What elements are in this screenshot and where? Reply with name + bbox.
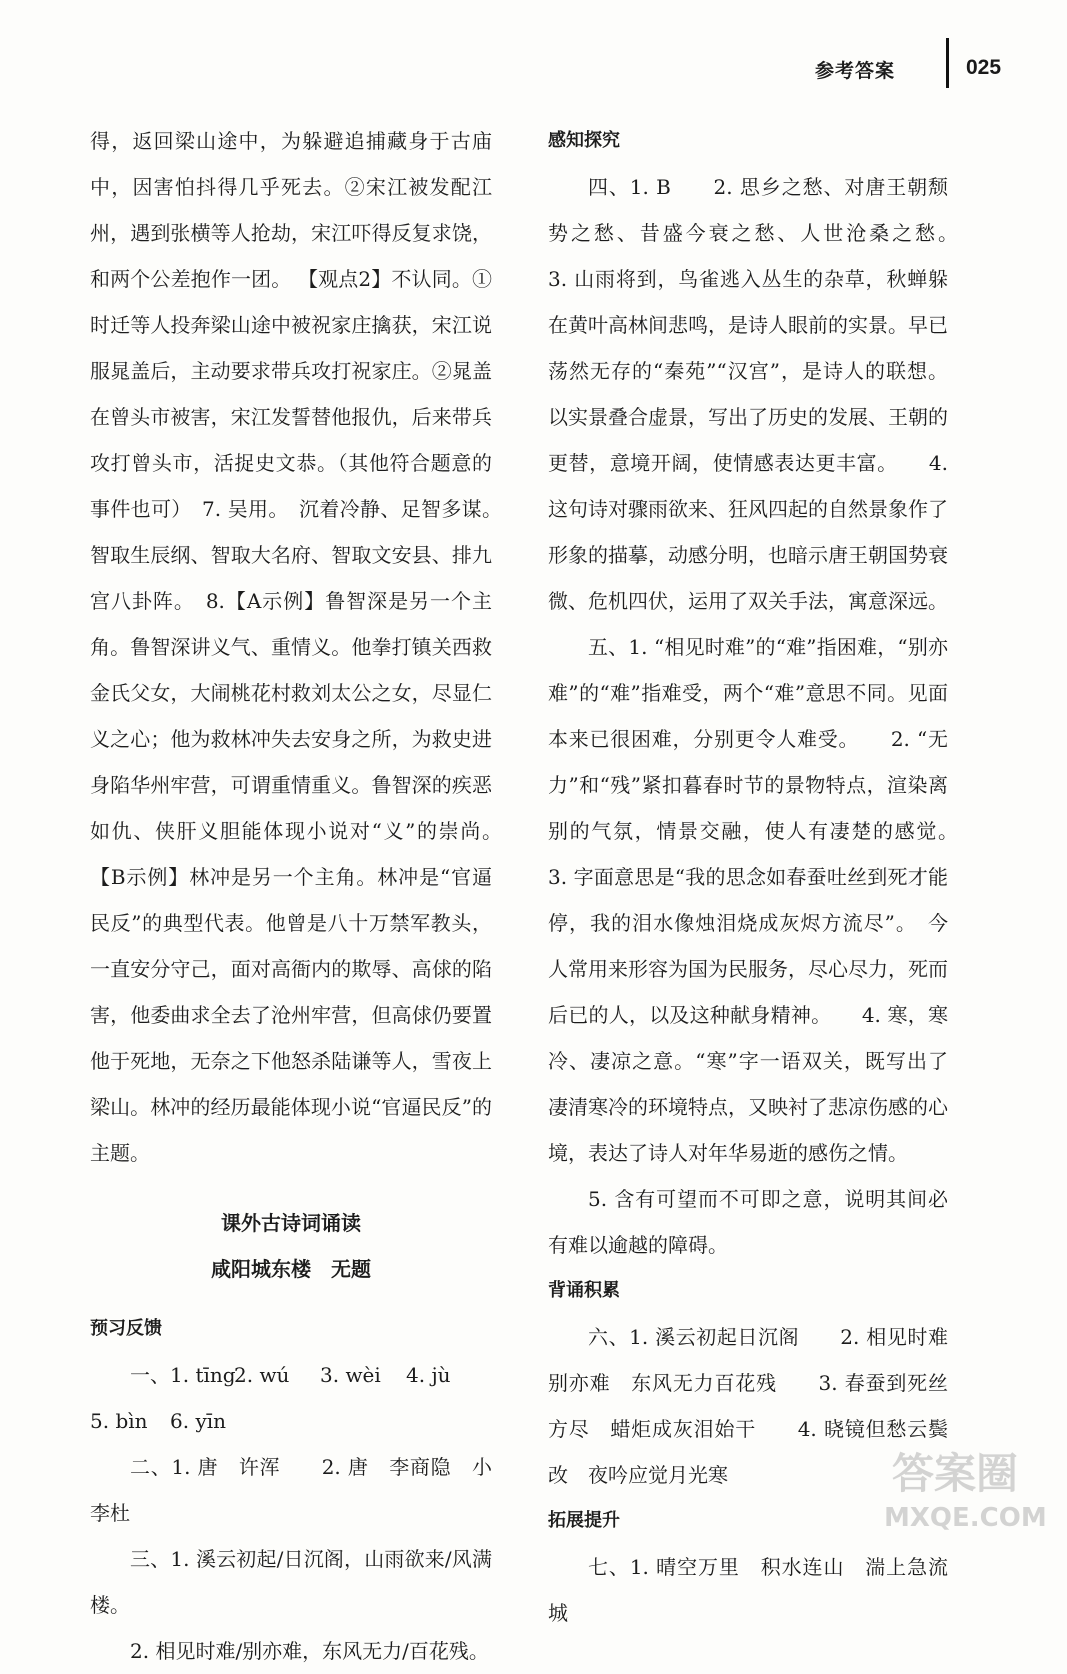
section-heading-recite: 背诵积累 bbox=[548, 1280, 620, 1301]
pinyin-answer: 一、1. tīng bbox=[130, 1363, 236, 1387]
answer-q5-part5: 5. 含有可望而不可即之意，说明其间必有难以逾越的障碍。 bbox=[548, 1187, 948, 1257]
pinyin-answer: 4. jù bbox=[406, 1363, 451, 1387]
pinyin-answer: 5. bìn bbox=[90, 1409, 148, 1433]
answer-q6: 六、1. 溪云初起日沉阁 2. 相见时难别亦难 东风无力百花残 3. 春蚕到死丝方尽 蜡炬成灰泪始干 4. 晓镜但愁云鬓改 夜吟应觉月光寒 bbox=[548, 1325, 948, 1487]
answer-q3-part2: 2. 相见时难/别亦难，东风无力/百花残。 bbox=[130, 1639, 489, 1663]
section-heading-extend: 拓展提升 bbox=[548, 1510, 620, 1531]
pinyin-answers-row-1 bbox=[90, 1352, 492, 1398]
answer-q5: 五、1. “相见时难”的“难”指困难，“别亦难”的“难”指难受，两个“难”意思不同。见面本来已很困难，分别更令人难受。 2. “无力”和“残”紧扣暮春时节的景物特点，渲染离别的气氛，情景交融，使人有凄楚的感觉。 3. 字面意思是“我的思念如春蚕吐丝到死才能停，我的泪水像烛泪烧成灰烬方流尽”。 今人常用来形容为国为民服务，尽心尽力，死而后已的人，以及这种献身精神。 4. 寒，寒冷、凄凉之意。“寒”字一语双关，既写出了凄清寒冷的环境特点，又映衬了悲凉伤感的心境，表达了诗人对年华易逝的感伤之情。 bbox=[548, 635, 988, 1165]
page-header bbox=[790, 52, 1020, 86]
left-column bbox=[90, 118, 512, 1674]
pinyin-answer: 2. wú bbox=[234, 1363, 290, 1387]
chapter-title: 课外古诗词诵读 bbox=[221, 1211, 361, 1235]
pinyin-answers-row-2 bbox=[90, 1398, 492, 1444]
chapter-subtitle: 咸阳城东楼 无题 bbox=[211, 1257, 371, 1281]
header-divider bbox=[946, 38, 949, 88]
watermark-top: 答案圈 bbox=[892, 1449, 1019, 1498]
answer-q7: 七、1. 晴空万里 积水连山 湍上急流 城 bbox=[548, 1555, 968, 1625]
pinyin-answer: 6. yīn bbox=[170, 1409, 227, 1433]
pinyin-answer: 3. wèi bbox=[320, 1363, 381, 1387]
answer-q2: 二、1. 唐 许浑 2. 唐 李商隐 小李杜 bbox=[90, 1455, 492, 1525]
answer-q3: 三、1. 溪云初起/日沉阁，山雨欲来/风满楼。 bbox=[90, 1547, 492, 1617]
answer-paragraph-continued: 得，返回梁山途中，为躲避追捕藏身于古庙中，因害怕抖得几乎死去。②宋江被发配江州，遇到张横等人抢劫，宋江吓得反复求饶，和两个公差抱作一团。 【观点2】不认同。①时迁等人投奔梁山途中被祝家庄擒获，宋江说服晁盖后，主动要求带兵攻打祝家庄。②晁盖在曾头市被害，宋江发誓替他报仇，后来带兵攻打曾头市，活捉史文恭。（其他符合题意的事件也可） 7. 吴用。 沉着冷静、足智多谋。 智取生辰纲、智取大名府、智取文安县、排九宫八卦阵。 8.【A示例】鲁智深是另一个主角。鲁智深讲义气、重情义。他拳打镇关西救金氏父女，大闹桃花村救刘太公之女，尽显仁义之心；他为救林冲失去安身之所，为救史进身陷华州牢营，可谓重情重义。鲁智深的疾恶如仇、侠肝义胆能体现小说对“义”的崇尚。 【B示例】林冲是另一个主角。林冲是“官逼民反”的典型代表。他曾是八十万禁军教头，一直安分守己，面对高衙内的欺辱、高俅的陷害，他委曲求全去了沧州牢营，但高俅仍要置他于死地，无奈之下他怒杀陆谦等人，雪夜上梁山。林冲的经历最能体现小说“官逼民反”的主题。 bbox=[90, 129, 512, 1165]
watermark-logo bbox=[880, 1440, 1060, 1532]
page-number: 025 bbox=[966, 56, 1002, 79]
header-section-title: 参考答案 bbox=[814, 60, 895, 82]
watermark-bottom: MXQE.COM bbox=[884, 1503, 1047, 1532]
section-heading-explore: 感知探究 bbox=[548, 130, 620, 151]
answer-q4: 四、1. B 2. 思乡之愁、对唐王朝颓势之愁、昔盛今衰之愁、人世沧桑之愁。 3. 山雨将到，鸟雀逃入丛生的杂草，秋蝉躲在黄叶高林间悲鸣，是诗人眼前的实景。早已荡然无存的“秦苑”“汉宫”，是诗人的联想。以实景叠合虚景，写出了历史的发展、王朝的更替，意境开阔，使情感表达更丰富。 4. 这句诗对骤雨欲来、狂风四起的自然景象作了形象的描摹，动感分明，也暗示唐王朝国势衰微、危机四伏，运用了双关手法，寓意深远。 bbox=[548, 175, 988, 613]
section-heading-preview: 预习反馈 bbox=[90, 1318, 162, 1339]
